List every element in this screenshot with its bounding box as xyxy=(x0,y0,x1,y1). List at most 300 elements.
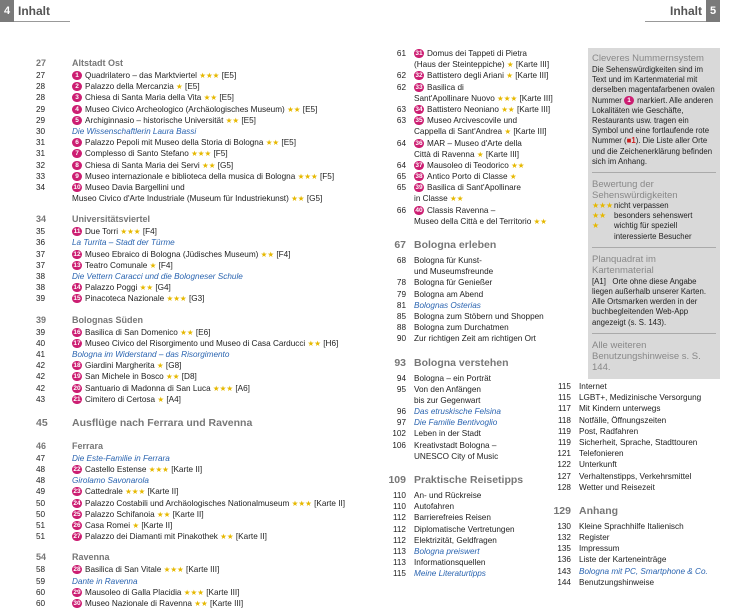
entry-title: Cattedrale xyxy=(85,487,123,497)
map-grid-ref: [Karte III] xyxy=(485,149,520,159)
map-grid-ref: [Karte II] xyxy=(141,521,173,530)
entry-title: Ravenna xyxy=(72,552,110,563)
rating-legend-item xyxy=(592,211,716,221)
toc-entry xyxy=(36,226,354,237)
page-number: 117 xyxy=(557,404,571,414)
sight-number-badge: 29 xyxy=(73,588,81,596)
toc-entry xyxy=(36,70,354,81)
entry-text xyxy=(72,349,354,360)
entry-title: Bologna am Abend xyxy=(414,289,484,299)
sight-number-badge: 14 xyxy=(73,284,81,292)
entry-title: MAR – Museo d'Arte della xyxy=(427,138,522,148)
page-number: 34 xyxy=(36,214,47,225)
entry-text xyxy=(414,138,582,149)
sight-number-badge: 20 xyxy=(73,384,81,392)
section-heading xyxy=(533,503,733,519)
entry-text xyxy=(414,171,582,182)
entry-text xyxy=(579,448,733,459)
rating-stars: ★★ xyxy=(260,249,275,259)
entry-text xyxy=(414,322,582,333)
sight-number-badge: 27 xyxy=(73,533,81,541)
toc-entry xyxy=(368,300,582,311)
entry-title: Classis Ravenna – xyxy=(427,205,496,215)
entry-text xyxy=(72,260,354,271)
legend-stars: ★★★ xyxy=(592,201,613,211)
toc-entry xyxy=(533,521,733,532)
page-number xyxy=(368,193,414,204)
map-grid-ref: [F4] xyxy=(142,227,157,237)
page-number: 39 xyxy=(36,327,46,337)
map-grid-ref: [E5] xyxy=(241,115,256,125)
entry-title: Chiesa di Santa Maria dei Servi xyxy=(85,160,200,170)
entry-title: Meine Literaturtipps xyxy=(414,569,486,579)
page-number: 102 xyxy=(392,429,406,439)
entry-text xyxy=(72,464,354,475)
entry-title: Benutzungshinweise xyxy=(579,577,655,587)
toc-entry xyxy=(36,160,354,171)
entry-title: und Museumsfreunde xyxy=(414,267,494,277)
toc-column-1 xyxy=(36,48,354,609)
entry-text xyxy=(72,327,354,338)
entry-text xyxy=(72,475,354,486)
page-number: 63 xyxy=(396,116,406,126)
sight-number-badge: 6 xyxy=(72,138,82,147)
entry-text xyxy=(72,440,354,453)
page-number: 112 xyxy=(392,513,406,523)
entry-title: Palazzo dei Diamanti mit Pinakothek xyxy=(85,532,218,542)
rating-stars: ★★ xyxy=(287,104,301,114)
rating-stars: ★★ xyxy=(194,598,208,608)
entry-title: Teatro Comunale xyxy=(85,260,148,270)
entry-text xyxy=(72,551,354,564)
toc-entry xyxy=(368,149,582,160)
page-number: 130 xyxy=(557,521,571,531)
page-number: 109 xyxy=(388,474,406,486)
map-grid-ref: [E5] xyxy=(185,82,200,92)
rating-stars: ★★ xyxy=(307,338,321,348)
rating-stars: ★ xyxy=(476,149,484,159)
rating-stars: ★ xyxy=(509,172,517,182)
entry-title: Bologna für Kunst- xyxy=(414,256,482,265)
map-grid-ref: [H6] xyxy=(323,338,339,348)
entry-text xyxy=(414,300,582,311)
toc-entry xyxy=(368,311,582,322)
section-heading xyxy=(36,440,354,453)
entry-text xyxy=(414,59,582,70)
toc-entry xyxy=(533,543,733,554)
entry-title: Die Este-Familie in Ferrara xyxy=(72,453,170,463)
sight-number-badge: 18 xyxy=(73,362,81,370)
page-number: 46 xyxy=(36,440,47,451)
toc-entry xyxy=(533,459,733,470)
map-grid-ref: [Karte III] xyxy=(516,104,551,114)
divider xyxy=(592,333,716,334)
map-grid-ref: [Karte III] xyxy=(515,71,549,81)
numbering-text-1: Die Sehenswürdigkeiten sind im Text und im Kartenmaterial mit derselben magentafarbenen ovalen Nummer xyxy=(592,65,715,105)
toc-entry xyxy=(36,260,354,271)
entry-text xyxy=(72,92,354,103)
page-number: 50 xyxy=(36,498,46,508)
page-number: 50 xyxy=(36,509,46,519)
rating-stars: ★ xyxy=(149,260,157,270)
rating-legend-item xyxy=(592,201,716,211)
page-number: 39 xyxy=(36,314,47,325)
right-page-header xyxy=(645,0,720,22)
map-grid-ref: [Karte II] xyxy=(235,532,267,542)
toc-entry xyxy=(368,322,582,333)
page-number: 64 xyxy=(396,138,406,148)
entry-title: Mausoleo di Teodorico xyxy=(427,160,509,170)
page-number: 45 xyxy=(36,416,48,429)
entry-text xyxy=(72,126,354,137)
entry-text xyxy=(579,392,733,403)
page-number: 41 xyxy=(36,349,46,359)
page-number: 62 xyxy=(396,82,406,92)
page-number: 121 xyxy=(557,449,571,459)
numbering-text xyxy=(592,65,716,167)
entry-title: Bologna zum Durchatmen xyxy=(414,323,509,333)
page-number: 40 xyxy=(36,338,46,348)
map-grid-ref: [F5] xyxy=(320,171,335,181)
entry-title: Leben in der Stadt xyxy=(414,429,481,439)
sight-number-badge: 16 xyxy=(73,328,81,336)
rating-stars: ★★ xyxy=(203,93,218,103)
entry-title: Museo della Città e del Territorio xyxy=(414,216,532,226)
toc-entry xyxy=(533,482,733,493)
rating-stars: ★★★ xyxy=(297,171,318,181)
entry-text xyxy=(579,403,733,414)
rating-stars: ★ xyxy=(506,71,513,81)
rating-stars: ★★★ xyxy=(148,465,169,475)
map-grid-ref: [G5] xyxy=(306,194,323,204)
page-number: 110 xyxy=(392,491,406,500)
entry-title: Verhaltenstipps, Verkehrsmittel xyxy=(579,471,692,481)
entry-title: Das etruskische Felsina xyxy=(414,407,501,417)
entry-text xyxy=(72,383,354,394)
entry-title: Antico Porto di Classe xyxy=(427,172,508,182)
entry-title: Archiginnasio – historische Universität xyxy=(85,115,224,125)
entry-text xyxy=(72,70,354,81)
page-number xyxy=(368,451,414,462)
entry-title: Sicherheit, Sprache, Stadttouren xyxy=(579,437,698,447)
entry-text xyxy=(414,355,582,371)
sight-number-badge: 12 xyxy=(73,250,81,258)
toc-entry xyxy=(36,137,354,148)
toc-entry xyxy=(36,271,354,282)
rating-stars: ★★ xyxy=(180,327,194,337)
rating-stars: ★ xyxy=(157,394,165,404)
page-number: 88 xyxy=(396,323,406,333)
page-number: 38 xyxy=(36,283,46,293)
red-number-mark: ■1 xyxy=(626,136,636,146)
entry-text xyxy=(72,564,354,575)
entry-text xyxy=(579,482,733,493)
page-number xyxy=(368,266,414,277)
sight-number-badge: 25 xyxy=(73,510,81,518)
rating-stars: ★★ xyxy=(156,509,171,519)
entry-title: Battistero Neoniano xyxy=(427,104,499,114)
entry-title: Pinacoteca Nazionale xyxy=(85,294,165,304)
entry-title: Due Torri xyxy=(85,227,119,237)
entry-title: Palazzo Schifanoia xyxy=(85,509,155,519)
entry-title: Telefonieren xyxy=(579,449,624,459)
rating-stars: ★★★ xyxy=(163,565,184,575)
entry-title: Barrierefreies Reisen xyxy=(414,513,491,523)
sight-number-badge: 21 xyxy=(73,395,81,403)
page-number: 113 xyxy=(392,546,406,556)
toc-entry xyxy=(368,93,582,104)
toc-entry xyxy=(533,381,733,392)
legend-text: nicht verpassen xyxy=(614,201,669,211)
section-heading xyxy=(368,237,582,253)
left-page-header xyxy=(0,0,70,22)
map-grid-ref: [Karte III] xyxy=(515,60,550,70)
toc-entry xyxy=(36,371,354,382)
section-heading xyxy=(36,314,354,327)
page-number: 28 xyxy=(36,93,46,103)
toc-entry xyxy=(533,392,733,403)
toc-entry xyxy=(36,587,354,598)
map-grid-ref: [G3] xyxy=(188,294,205,304)
toc-entry xyxy=(36,193,354,204)
entry-title: Basilica di Sant'Apollinare xyxy=(427,183,521,193)
grid-text xyxy=(592,277,716,328)
page-number: 31 xyxy=(36,138,46,148)
legend-stars: ★★ xyxy=(592,211,606,221)
map-grid-ref: [Karte II] xyxy=(314,498,346,508)
page-number xyxy=(368,93,414,104)
rating-legend xyxy=(592,201,716,242)
page-number xyxy=(368,59,414,70)
sight-number-badge: 40 xyxy=(415,206,423,214)
page-number: 58 xyxy=(36,565,46,575)
sight-number-badge: 35 xyxy=(415,117,423,125)
entry-title: Cimitero di Certosa xyxy=(85,394,156,404)
entry-title: Casa Romei xyxy=(85,521,131,530)
sight-number-badge: 38 xyxy=(415,173,423,181)
page-number: 132 xyxy=(557,533,571,543)
map-grid-ref: [E5] xyxy=(302,104,318,114)
entry-text xyxy=(72,81,354,92)
entry-title: Altstadt Ost xyxy=(72,58,124,68)
entry-title: Giardini Margherita xyxy=(85,361,155,371)
toc-entry xyxy=(36,520,354,531)
page-number: 93 xyxy=(394,356,406,369)
toc-entry xyxy=(36,564,354,575)
toc-entry xyxy=(368,277,582,288)
map-grid-ref: [A4] xyxy=(166,394,181,404)
entry-text xyxy=(72,282,354,293)
legend-sidebar xyxy=(588,48,720,379)
page-number: 60 xyxy=(36,598,46,608)
entry-text xyxy=(414,237,582,253)
toc-entry xyxy=(36,486,354,497)
page-number: 136 xyxy=(557,555,571,565)
entry-title: Museo Davia Bargellini und xyxy=(85,182,185,192)
page-number: 113 xyxy=(392,558,406,568)
map-grid-ref: [Karte II] xyxy=(147,487,179,497)
entry-title: Dante in Ravenna xyxy=(72,576,138,586)
toc-entry xyxy=(368,70,582,81)
divider xyxy=(592,247,716,248)
entry-text xyxy=(72,104,354,115)
map-grid-ref: [F4] xyxy=(276,249,291,259)
toc-entry xyxy=(368,289,582,300)
entry-title: Bolognas Osterias xyxy=(414,300,481,310)
entry-title: Museo Civico del Risorgimento und Museo di Casa Carducci xyxy=(85,338,306,348)
entry-text xyxy=(414,126,582,137)
rating-stars: ★★ xyxy=(201,160,216,170)
toc-entry xyxy=(36,171,354,182)
entry-title: Zur richtigen Zeit am richtigen Ort xyxy=(414,334,536,344)
entry-title: Bologna preiswert xyxy=(414,546,480,556)
entry-text xyxy=(72,57,354,70)
toc-entry xyxy=(368,115,582,126)
entry-text xyxy=(72,271,354,282)
entry-text xyxy=(72,115,354,126)
sight-number-badge: 13 xyxy=(73,261,81,269)
toc-entry xyxy=(36,349,354,360)
page-number: 144 xyxy=(557,577,571,587)
entry-title: Città di Ravenna xyxy=(414,149,475,159)
sight-number-badge: 2 xyxy=(72,82,82,91)
page-number: 38 xyxy=(36,272,46,281)
entry-text xyxy=(72,415,354,431)
grid-code: [A1] xyxy=(592,276,606,286)
toc-entry xyxy=(36,338,354,349)
map-grid-ref: [Karte III] xyxy=(513,127,547,137)
page-number: 115 xyxy=(557,393,571,403)
rating-stars: ★★★ xyxy=(497,93,518,103)
toc-column-2b xyxy=(533,381,733,588)
page-number: 95 xyxy=(396,384,406,394)
map-grid-ref: [E5] xyxy=(281,138,296,148)
entry-title: Die Familie Bentivoglio xyxy=(414,418,498,428)
entry-text xyxy=(579,381,733,392)
entry-text xyxy=(414,277,582,288)
entry-text xyxy=(579,554,733,565)
map-grid-ref: [G4] xyxy=(155,283,171,293)
entry-title: Bologna erleben xyxy=(414,239,497,251)
entry-text xyxy=(414,82,582,93)
entry-title: Kreativstadt Bologna – xyxy=(414,440,497,450)
toc-entry xyxy=(368,59,582,70)
toc-entry xyxy=(36,182,354,193)
page-number: 68 xyxy=(396,256,406,265)
entry-title: Mausoleo di Galla Placidia xyxy=(85,587,182,597)
entry-title: Palazzo della Mercanzia xyxy=(85,82,174,92)
entry-title: Die Wissenschaftlerin Laura Bassi xyxy=(72,126,197,136)
entry-text xyxy=(414,216,582,227)
page-number: 122 xyxy=(557,460,571,470)
entry-title: LGBT+, Medizinische Versorgung xyxy=(579,393,702,403)
entry-text xyxy=(579,426,733,437)
toc-entry xyxy=(368,48,582,59)
map-grid-ref: [F4] xyxy=(158,260,173,270)
entry-text xyxy=(579,543,733,554)
page-number: 27 xyxy=(36,58,47,68)
entry-title: UNESCO City of Music xyxy=(414,451,499,461)
sight-number-badge: 37 xyxy=(415,161,423,169)
entry-text xyxy=(72,193,354,204)
entry-title: Basilica di xyxy=(427,82,464,92)
entry-text xyxy=(414,255,582,266)
entry-title: Unterkunft xyxy=(579,460,617,470)
entry-text xyxy=(72,371,354,382)
page-number: 27 xyxy=(36,71,46,80)
toc-entry xyxy=(368,160,582,171)
page-number: 63 xyxy=(396,104,406,114)
page-number: 37 xyxy=(36,249,46,259)
entry-title: Post, Radfahren xyxy=(579,426,639,436)
entry-text xyxy=(579,437,733,448)
rating-stars: ★ xyxy=(132,521,140,530)
sight-number-badge: 22 xyxy=(73,466,81,474)
toc-entry xyxy=(368,266,582,277)
entry-text xyxy=(579,415,733,426)
legend-text: wichtig für speziell interessierte Besucher xyxy=(614,221,692,241)
page-number: 42 xyxy=(36,361,46,371)
sight-number-badge: 10 xyxy=(73,183,81,191)
page-number: 36 xyxy=(36,238,46,248)
entry-text xyxy=(414,193,582,204)
toc-entry xyxy=(36,394,354,405)
page-number: 64 xyxy=(396,160,406,170)
toc-entry xyxy=(368,333,582,344)
entry-text xyxy=(414,70,582,81)
toc-entry xyxy=(368,126,582,137)
page-number: 112 xyxy=(392,524,406,534)
page-number: 43 xyxy=(36,394,46,404)
entry-text xyxy=(72,249,354,260)
toc-entry xyxy=(36,148,354,159)
entry-title: Basilica di San Domenico xyxy=(85,327,178,337)
page-number: 47 xyxy=(36,453,46,463)
map-grid-ref: [Karte III] xyxy=(519,93,553,103)
page-number: 34 xyxy=(36,182,46,192)
entry-title: La Turrita – Stadt der Türme xyxy=(72,238,175,248)
entry-text xyxy=(414,115,582,126)
page-number: 61 xyxy=(396,49,406,58)
section-heading xyxy=(36,415,354,431)
sight-number-badge: 26 xyxy=(73,522,81,529)
entry-text xyxy=(72,213,354,226)
entry-text xyxy=(72,148,354,159)
entry-title: Palazzo Costabili und Archäologisches Nationalmuseum xyxy=(85,498,290,508)
rating-stars: ★★ xyxy=(139,283,154,293)
rating-stars: ★★ xyxy=(225,115,240,125)
section-heading xyxy=(36,551,354,564)
rating-stars: ★★ xyxy=(501,104,515,114)
entry-title: Mit Kindern unterwegs xyxy=(579,404,661,414)
page-number: 66 xyxy=(396,205,406,215)
toc-entry xyxy=(368,205,582,216)
numbering-title: Cleveres Nummernsystem xyxy=(592,53,704,64)
toc-entry xyxy=(36,282,354,293)
toc-entry xyxy=(36,383,354,394)
sight-number-badge: 15 xyxy=(73,295,81,303)
entry-text xyxy=(72,531,354,542)
entry-text xyxy=(414,93,582,104)
map-grid-ref: [D8] xyxy=(181,372,197,382)
page-number: 65 xyxy=(396,172,406,182)
entry-text xyxy=(414,266,582,277)
map-grid-ref: [Karte III] xyxy=(186,565,220,575)
toc-entry xyxy=(36,453,354,464)
numbering-text-3: ). Die Liste aller Orte und die Zeichenerklärung befinden sich im Anhang. xyxy=(592,136,713,166)
map-grid-ref: [Karte III] xyxy=(209,598,244,608)
sight-number-badge: 30 xyxy=(73,599,81,607)
